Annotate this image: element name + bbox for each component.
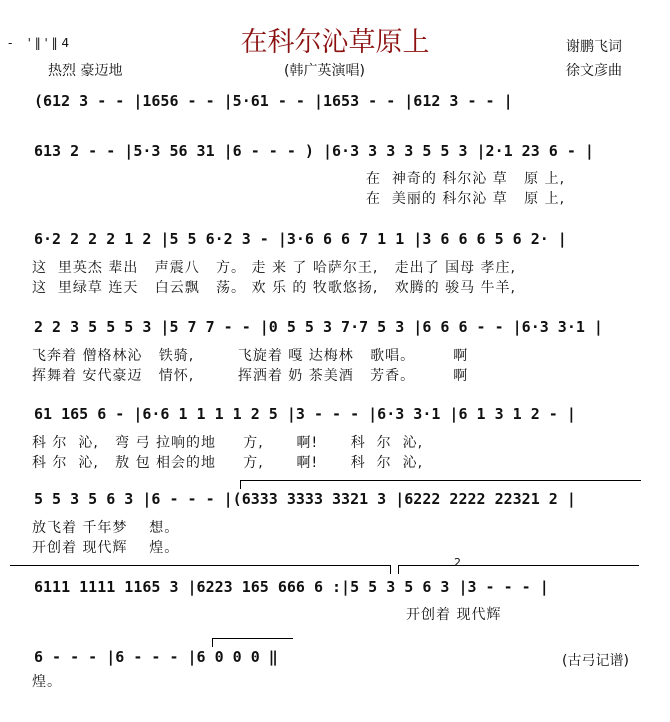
composer-credit: 徐文彦曲 [566, 63, 622, 79]
lyric-line-7: 开创着 现代辉 [406, 607, 502, 623]
notation-line-5: 61 165 6 - |6·6 1 1 1 1 2 5 |3 - - - |6·3 3·1 |6 1 3 1 2 - | [34, 405, 576, 423]
tempo-marking: 热烈 豪迈地 [48, 63, 123, 79]
notation-line-3: 6·2 2 2 2 1 2 |5 5 6·2 3 - |3·6 6 6 7 1 1 |3 6 6 6 5 6 2· | [34, 230, 567, 248]
lyric-line-4-verse-2: 挥舞着 安代豪迈 情怀, 挥洒着 奶 茶美酒 芳香。 啊 [32, 368, 469, 384]
notation-line-8: 6 - - - |6 - - - |6 0 0 0 ‖ [34, 648, 278, 666]
key-signature: - ' ‖ ' ‖ 4 [8, 36, 70, 50]
lyric-line-5-verse-1: 科 尔 沁, 弯 弓 拉响的地 方, 啊! 科 尔 沁, [32, 435, 424, 451]
lyric-line-6-verse-1: 放飞着 千年梦 想。 [32, 520, 180, 536]
notation-line-6: 5 5 3 5 6 3 |6 - - - |(6333 3333 3321 3 |6222 2222 22321 2 | [34, 490, 576, 508]
volta-number: 2 [454, 556, 461, 569]
notation-line-7: 6111 1111 1165 3 |6223 165 666 6 :|5 5 3 5 6 3 |3 - - - | [34, 578, 549, 596]
section-bracket [240, 480, 641, 489]
song-title: 在科尔沁草原上 [240, 27, 430, 58]
lyric-line-4-verse-1: 飞奔着 僧格林沁 铁骑, 飞旋着 嘎 达梅林 歌唱。 啊 [32, 348, 469, 364]
notation-line-4: 2 2 3 5 5 5 3 |5 7 7 - - |0 5 5 3 7·7 5 3 |6 6 6 - - |6·3 3·1 | [34, 318, 603, 336]
lyric-line-8: 煌。 [32, 674, 62, 690]
singer-credit: (韩广英演唱) [284, 63, 365, 79]
repeat-bracket [10, 565, 391, 574]
notation-line-2: 613 2 - - |5·3 56 31 |6 - - - ) |6·3 3 3 3 5 5 3 |2·1 23 6 - | [34, 142, 594, 160]
lyric-line-3-verse-2: 这 里绿草 连天 白云飘 荡。 欢 乐 的 牧歌悠扬, 欢腾的 骏马 牛羊, [32, 280, 517, 296]
lyric-line-3-verse-1: 这 里英杰 辈出 声震八 方。 走 来 了 哈萨尔王, 走出了 国母 孝庄, [32, 260, 517, 276]
lyric-line-2-verse-2: 在 美丽的 科尔沁 草 原 上, [366, 191, 566, 207]
transcriber-credit: (古弓记谱) [562, 653, 629, 669]
lyricist-credit: 谢鹏飞词 [566, 39, 622, 55]
volta-bracket [398, 565, 639, 574]
lyric-line-2-verse-1: 在 神奇的 科尔沁 草 原 上, [366, 171, 566, 187]
lyric-line-6-verse-2: 开创着 现代辉 煌。 [32, 540, 180, 556]
ending-bracket [212, 638, 293, 647]
lyric-line-5-verse-2: 科 尔 沁, 敖 包 相会的地 方, 啊! 科 尔 沁, [32, 455, 424, 471]
notation-line-1: (612 3 - - |1656 - - |5·61 - - |1653 - - |612 3 - - | [34, 92, 513, 110]
